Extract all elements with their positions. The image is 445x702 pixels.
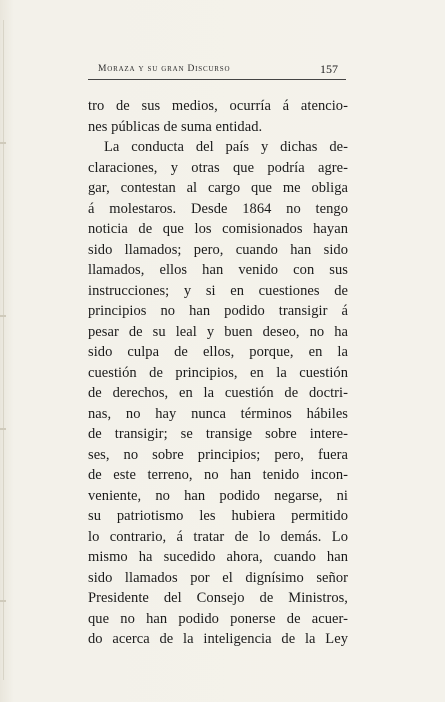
running-head-title: Moraza y su gran Discurso <box>98 64 231 74</box>
text-line: sido llamados; pero, cuando han sido <box>88 241 348 258</box>
page-number: 157 <box>320 61 338 76</box>
edge-mark <box>0 600 6 602</box>
header-rule <box>88 79 346 80</box>
text-line: su patriotismo les hubiera permitido <box>88 508 348 524</box>
text-line: que no han podido ponerse de acuer- <box>88 610 348 627</box>
text-line: nas, no hay nunca términos hábiles <box>88 405 348 422</box>
page-edge <box>3 20 4 680</box>
text-line: sido llamados por el dignísimo señor <box>88 569 348 586</box>
text-line: de transigir; se transige sobre intere- <box>88 426 348 442</box>
text-line: gar, contestan al cargo que me obliga <box>88 180 348 196</box>
text-line: llamados, ellos han venido con sus <box>88 262 348 278</box>
edge-mark <box>0 142 6 144</box>
text-line: lo contrario, á tratar de lo demás. Lo <box>88 528 348 545</box>
text-line: á molestaros. Desde 1864 no tengo <box>88 200 348 217</box>
edge-mark <box>0 315 6 317</box>
text-line: Presidente del Consejo de Ministros, <box>88 590 348 606</box>
text-line: claraciones, y otras que podría agre- <box>88 159 348 176</box>
text-line: noticia de que los comisionados hayan <box>88 221 348 237</box>
text-line: veniente, no han podido negarse, ni <box>88 487 348 504</box>
text-line: cuestión de principios, en la cuestión <box>88 364 348 381</box>
body-text <box>88 96 348 650</box>
text-line: tro de sus medios, ocurría á atencio- <box>88 98 348 114</box>
text-line: pesar de su leal y buen deseo, no ha <box>88 323 348 340</box>
text-line: La conducta del país y dichas de- <box>104 139 348 155</box>
text-line: principios no han podido transigir á <box>88 303 348 319</box>
edge-mark <box>0 428 6 430</box>
text-line: do acerca de la inteligencia de la Ley <box>88 631 348 647</box>
text-line: de derechos, en la cuestión de doctri- <box>88 385 348 401</box>
text-line: instrucciones; y si en cuestiones de <box>88 282 348 299</box>
text-line: de este terreno, no han tenido incon- <box>88 467 348 483</box>
running-head <box>98 58 338 80</box>
text-line: mismo ha sucedido ahora, cuando han <box>88 549 348 565</box>
text-line: ses, no sobre principios; pero, fuera <box>88 446 348 463</box>
text-line: sido culpa de ellos, porque, en la <box>88 344 348 360</box>
text-line: nes públicas de suma entidad. <box>88 118 263 135</box>
